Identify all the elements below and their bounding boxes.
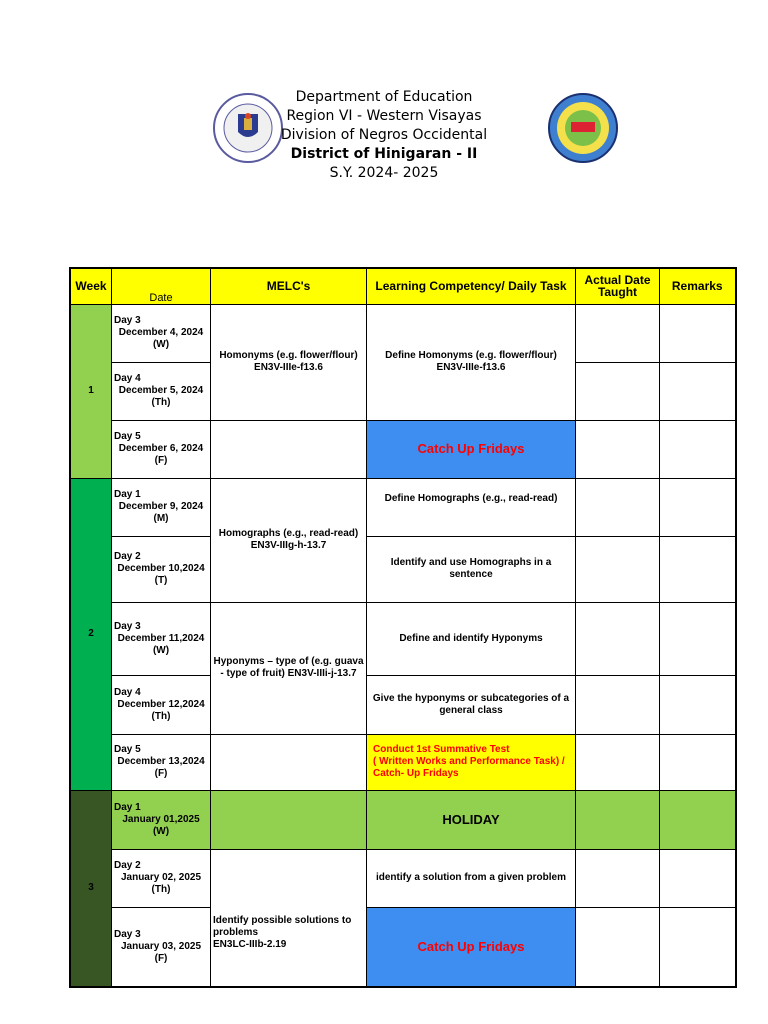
melc-cell: Identify possible solutions to problems EN3LC-IIIb-2.19 (211, 849, 367, 987)
date-cell: Day 2 January 02, 2025 (Th) (112, 849, 211, 907)
competency-cell: Define and identify Hyponyms (367, 602, 576, 675)
table-row (70, 478, 736, 536)
date-cell: Day 3 December 4, 2024 (W) (112, 304, 211, 362)
summative-test-cell: Conduct 1st Summative Test ( Written Works and Performance Task) / Catch- Up Fridays (367, 734, 576, 790)
header-department: Department of Education (295, 89, 473, 105)
actual-date-cell[interactable] (576, 478, 660, 536)
remarks-cell[interactable] (660, 420, 736, 478)
remarks-cell[interactable] (660, 478, 736, 536)
table-row (70, 790, 736, 849)
header-school-year: S.Y. 2024- 2025 (329, 165, 439, 181)
remarks-cell[interactable] (660, 849, 736, 907)
remarks-cell[interactable] (660, 790, 736, 849)
date-cell: Day 3 December 11,2024 (W) (112, 602, 211, 675)
table-row (70, 734, 736, 790)
col-date: Date (112, 268, 211, 304)
actual-date-cell[interactable] (576, 675, 660, 734)
remarks-cell[interactable] (660, 362, 736, 420)
date-cell: Day 4 December 12,2024 (Th) (112, 675, 211, 734)
col-remarks: Remarks (660, 268, 736, 304)
date-cell: Day 2 December 10,2024 (T) (112, 536, 211, 602)
melc-cell: Homonyms (e.g. flower/flour) EN3V-IIIe-f13.6 (211, 304, 367, 420)
date-cell: Day 5 December 13,2024 (F) (112, 734, 211, 790)
remarks-cell[interactable] (660, 907, 736, 987)
table-row (70, 849, 736, 907)
melc-cell (211, 420, 367, 478)
header-region: Region VI - Western Visayas (286, 108, 482, 124)
actual-date-cell[interactable] (576, 304, 660, 362)
competency-cell: identify a solution from a given problem (367, 849, 576, 907)
table-row (70, 675, 736, 734)
document-header (0, 88, 768, 183)
competency-cell: Define Homonyms (e.g. flower/flour) EN3V-IIIe-f13.6 (367, 304, 576, 420)
actual-date-cell[interactable] (576, 849, 660, 907)
header-district: District of Hinigaran - II (290, 146, 478, 162)
bco-table (69, 267, 737, 988)
holiday-cell: HOLIDAY (367, 790, 576, 849)
col-week: Week (70, 268, 112, 304)
date-cell: Day 1 December 9, 2024 (M) (112, 478, 211, 536)
table-row (70, 304, 736, 362)
melc-cell (211, 734, 367, 790)
header-division: Division of Negros Occidental (280, 127, 488, 143)
actual-date-cell[interactable] (576, 602, 660, 675)
actual-date-cell[interactable] (576, 420, 660, 478)
table-header-row (70, 268, 736, 304)
remarks-cell[interactable] (660, 602, 736, 675)
remarks-cell[interactable] (660, 536, 736, 602)
col-actual-date: Actual Date Taught (576, 268, 660, 304)
melc-cell: Homographs (e.g., read-read) EN3V-IIIg-h-13.7 (211, 478, 367, 602)
week-cell: 3 (70, 790, 112, 987)
table-row (70, 420, 736, 478)
date-cell: Day 4 December 5, 2024 (Th) (112, 362, 211, 420)
actual-date-cell[interactable] (576, 907, 660, 987)
catch-up-cell: Catch Up Fridays (367, 907, 576, 987)
actual-date-cell[interactable] (576, 362, 660, 420)
catch-up-cell: Catch Up Fridays (367, 420, 576, 478)
actual-date-cell[interactable] (576, 790, 660, 849)
date-cell: Day 1 January 01,2025 (W) (112, 790, 211, 849)
table-row (70, 602, 736, 675)
week-cell: 2 (70, 478, 112, 790)
remarks-cell[interactable] (660, 675, 736, 734)
competency-cell: Define Homographs (e.g., read-read) (367, 478, 576, 536)
remarks-cell[interactable] (660, 734, 736, 790)
date-cell: Day 3 January 03, 2025 (F) (112, 907, 211, 987)
actual-date-cell[interactable] (576, 536, 660, 602)
table-row (70, 536, 736, 602)
melc-cell: Hyponyms – type of (e.g. guava - type of fruit) EN3V-IIIi-j-13.7 (211, 602, 367, 734)
competency-cell: Identify and use Homographs in a sentence (367, 536, 576, 602)
actual-date-cell[interactable] (576, 734, 660, 790)
col-melc: MELC's (211, 268, 367, 304)
week-cell: 1 (70, 304, 112, 478)
date-cell: Day 5 December 6, 2024 (F) (112, 420, 211, 478)
table-row (70, 907, 736, 987)
remarks-cell[interactable] (660, 304, 736, 362)
melc-cell (211, 790, 367, 849)
col-competency: Learning Competency/ Daily Task (367, 268, 576, 304)
competency-cell: Give the hyponyms or subcategories of a general class (367, 675, 576, 734)
